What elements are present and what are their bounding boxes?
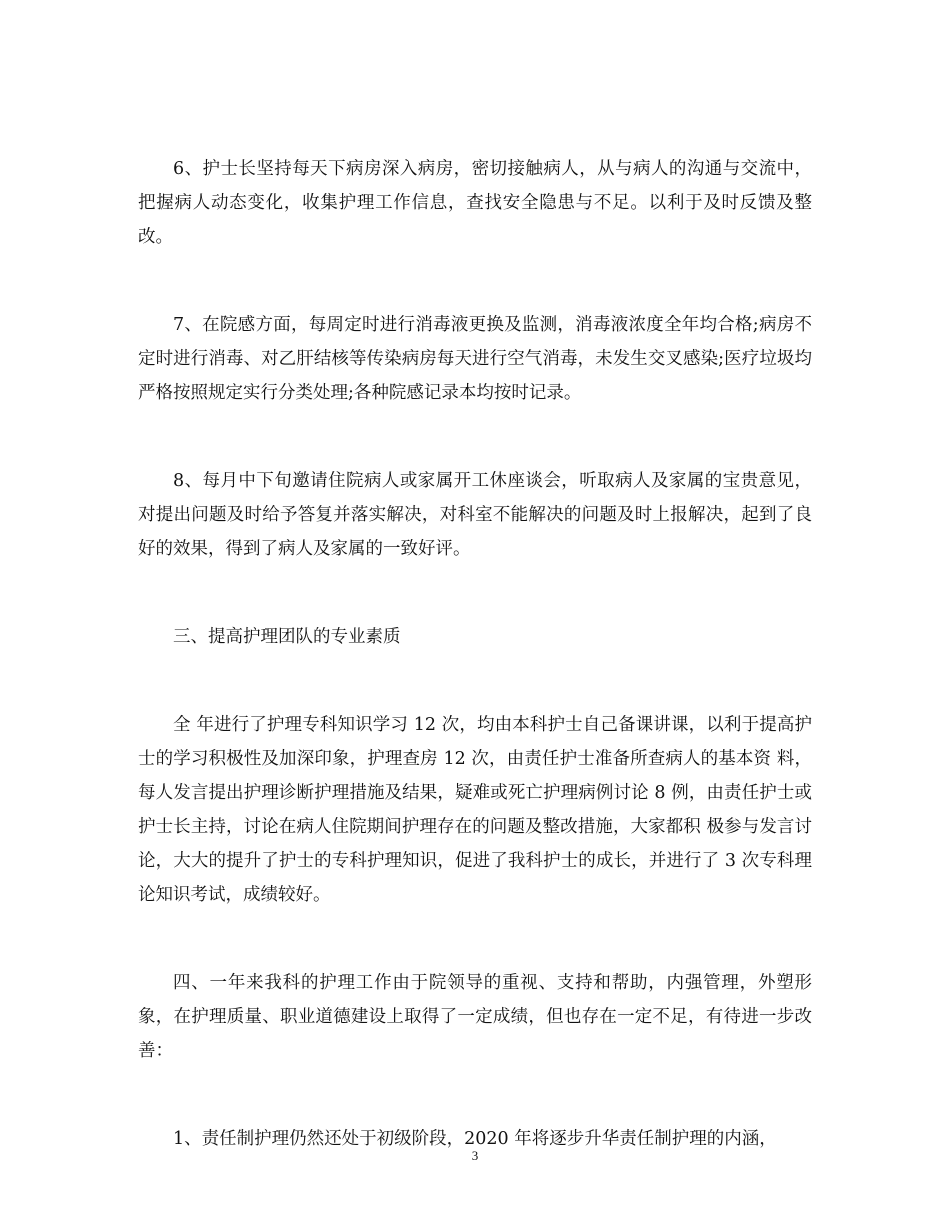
paragraph-item-6: 6、护士长坚持每天下病房深入病房，密切接触病人，从与病人的沟通与交流中，把握病人动态变化，收集护理工作信息，查找安全隐患与不足。以利于及时反馈及整改。 <box>138 159 812 247</box>
section-heading-3: 三、提高护理团队的专业素质 <box>173 627 401 647</box>
paragraph-training: 全 年进行了护理专科知识学习 12 次，均由本科护士自己备课讲课，以利于提高护士的学习积极性及加深印象，护理查房 12 次，由责任护士准备所查病人的基本资 料，每人发言提出护理诊断护理措施及结果，疑难或死亡护理病例讨论 8 例，由责任护士或护士长主持，讨论在病人住院期间护理存在的问题及整改措施，大家都积 极参与发言讨论，大大的提升了护士的专科护理知识，促进了我科护士的成长，并进行了 3 次专科理论知识考试，成绩较好。 <box>138 715 812 905</box>
section-heading-4: 四、一年来我科的护理工作由于院领导的重视、支持和帮助，内强管理，外塑形象，在护理质量、职业道德建设上取得了一定成绩，但也存在一定不足，有待进一步改善： <box>138 973 812 1061</box>
document-body <box>138 152 812 1210</box>
paragraph-item-8: 8、每月中下旬邀请住院病人或家属开工休座谈会，听取病人及家属的宝贵意见，对提出问题及时给予答复并落实解决，对科室不能解决的问题及时上报解决，起到了良好的效果，得到了病人及家属的一致好评。 <box>138 471 812 559</box>
page-number: 3 <box>471 1148 479 1163</box>
paragraph-item-7: 7、在院感方面，每周定时进行消毒液更换及监测，消毒液浓度全年均合格;病房不定时进行消毒、对乙肝结核等传染病房每天进行空气消毒，未发生交叉感染;医疗垃圾均严格按照规定实行分类处理;各种院感记录本均按时记录。 <box>138 315 812 403</box>
paragraph-item-1: 1、责任制护理仍然还处于初级阶段，2020 年将逐步升华责任制护理的内涵， <box>173 1129 777 1149</box>
